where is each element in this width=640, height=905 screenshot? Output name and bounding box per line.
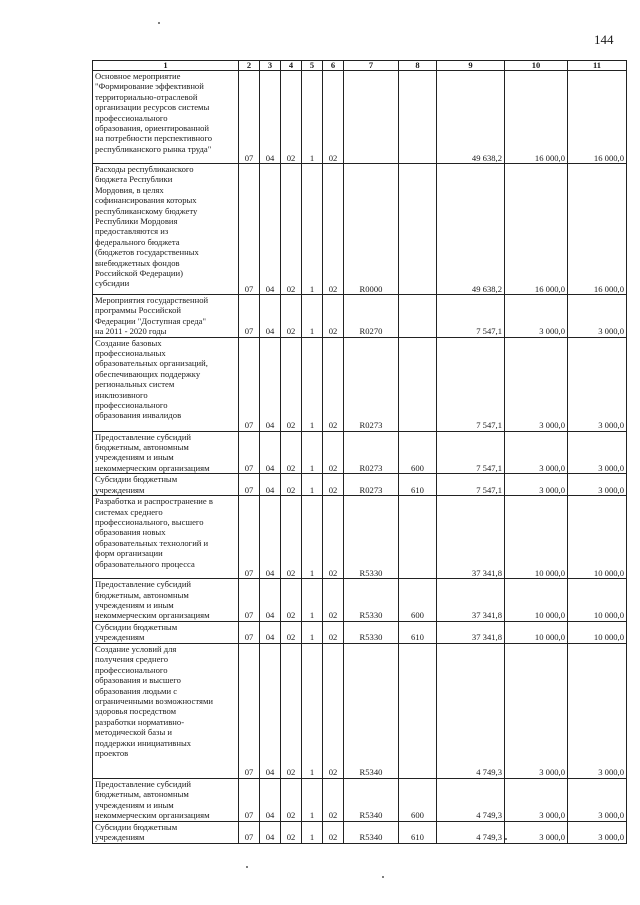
cell-c8 [399,295,437,338]
cell-c9: 49 638,2 [437,71,505,164]
cell-c11: 3 000,0 [568,295,627,338]
cell-c3: 04 [260,474,281,496]
header-cell-3: 3 [260,61,281,71]
cell-c9: 37 341,8 [437,579,505,622]
cell-c4: 02 [281,579,302,622]
cell-c5: 1 [302,778,323,821]
cell-c9: 7 547,1 [437,295,505,338]
cell-c7: R0000 [344,164,399,295]
cell-c9: 4 749,3 [437,778,505,821]
cell-c7: R5330 [344,496,399,579]
row-name-cell: Предоставление субсидий бюджетным, автономным учреждениям и иным некоммерческим организациям [93,778,239,821]
cell-c3: 04 [260,621,281,643]
row-name-cell: Мероприятия государственной программы Российской Федерации "Доступная среда" на 2011 - 2020 годы [93,295,239,338]
header-cell-7: 7 [344,61,399,71]
cell-c9: 49 638,2 [437,164,505,295]
cell-c4: 02 [281,164,302,295]
cell-c6: 02 [323,71,344,164]
table-row [93,164,627,295]
cell-c4: 02 [281,431,302,474]
cell-c4: 02 [281,778,302,821]
cell-c10: 3 000,0 [505,821,568,843]
cell-c9: 7 547,1 [437,337,505,431]
cell-c8 [399,337,437,431]
cell-c8: 600 [399,778,437,821]
cell-c10: 3 000,0 [505,643,568,778]
cell-c7: R0273 [344,337,399,431]
cell-c2: 07 [239,643,260,778]
cell-c7: R5340 [344,643,399,778]
table-row [93,778,627,821]
cell-c6: 02 [323,164,344,295]
cell-c2: 07 [239,579,260,622]
cell-c8: 600 [399,579,437,622]
cell-c5: 1 [302,337,323,431]
cell-c3: 04 [260,778,281,821]
cell-c5: 1 [302,71,323,164]
cell-c6: 02 [323,496,344,579]
row-name-cell: Расходы республиканского бюджета Республики Мордовия, в целях софинансирования которых республиканскому бюджету Республики Мордовия предоставляются из федерального бюджета (бюджетов государственных внебюджетных фондов Российской Федерации) субсидии [93,164,239,295]
table-row [93,474,627,496]
header-cell-2: 2 [239,61,260,71]
header-row [93,61,627,71]
cell-c10: 3 000,0 [505,474,568,496]
cell-c9: 37 341,8 [437,621,505,643]
cell-c7: R0270 [344,295,399,338]
cell-c8 [399,71,437,164]
cell-c8 [399,164,437,295]
row-name-cell: Разработка и распространение в системах среднего профессионального, высшего образования новых образовательных технологий и форм организации образовательного процесса [93,496,239,579]
cell-c6: 02 [323,621,344,643]
cell-c2: 07 [239,295,260,338]
header-cell-10: 10 [505,61,568,71]
scan-speck [246,866,248,868]
cell-c2: 07 [239,71,260,164]
cell-c3: 04 [260,496,281,579]
cell-c4: 02 [281,295,302,338]
row-name-cell: Субсидии бюджетным учреждениям [93,821,239,843]
cell-c10: 10 000,0 [505,496,568,579]
cell-c2: 07 [239,821,260,843]
cell-c8: 600 [399,431,437,474]
cell-c3: 04 [260,164,281,295]
cell-c10: 16 000,0 [505,164,568,295]
table-row [93,71,627,164]
cell-c5: 1 [302,164,323,295]
row-name-cell: Предоставление субсидий бюджетным, автономным учреждениям и иным некоммерческим организациям [93,431,239,474]
scan-speck [158,22,160,24]
cell-c11: 3 000,0 [568,474,627,496]
cell-c11: 3 000,0 [568,337,627,431]
cell-c11: 3 000,0 [568,643,627,778]
table-row [93,431,627,474]
cell-c6: 02 [323,821,344,843]
cell-c3: 04 [260,337,281,431]
cell-c10: 3 000,0 [505,337,568,431]
cell-c10: 3 000,0 [505,778,568,821]
row-name-cell: Создание базовых профессиональных образовательных организаций, обеспечивающих поддержку региональных систем инклюзивного профессионального образования инвалидов [93,337,239,431]
cell-c5: 1 [302,621,323,643]
cell-c9: 7 547,1 [437,474,505,496]
cell-c5: 1 [302,579,323,622]
cell-c5: 1 [302,474,323,496]
cell-c11: 16 000,0 [568,71,627,164]
cell-c5: 1 [302,496,323,579]
cell-c2: 07 [239,496,260,579]
cell-c10: 10 000,0 [505,621,568,643]
cell-c2: 07 [239,778,260,821]
cell-c6: 02 [323,474,344,496]
cell-c11: 10 000,0 [568,496,627,579]
cell-c4: 02 [281,71,302,164]
cell-c11: 10 000,0 [568,621,627,643]
cell-c2: 07 [239,164,260,295]
scan-speck [505,838,507,840]
cell-c6: 02 [323,643,344,778]
cell-c8 [399,643,437,778]
cell-c9: 37 341,8 [437,496,505,579]
cell-c10: 16 000,0 [505,71,568,164]
cell-c5: 1 [302,295,323,338]
cell-c3: 04 [260,821,281,843]
table-row [93,643,627,778]
cell-c3: 04 [260,431,281,474]
cell-c4: 02 [281,821,302,843]
cell-c8: 610 [399,821,437,843]
cell-c11: 3 000,0 [568,431,627,474]
cell-c11: 3 000,0 [568,778,627,821]
cell-c7: R0273 [344,431,399,474]
cell-c6: 02 [323,337,344,431]
cell-c11: 3 000,0 [568,821,627,843]
header-cell-4: 4 [281,61,302,71]
table-row [93,295,627,338]
cell-c9: 4 749,3 [437,643,505,778]
cell-c5: 1 [302,431,323,474]
page-number: 144 [594,32,614,47]
table-row [93,496,627,579]
cell-c8 [399,496,437,579]
cell-c6: 02 [323,295,344,338]
cell-c4: 02 [281,643,302,778]
cell-c7: R0273 [344,474,399,496]
cell-c8: 610 [399,474,437,496]
cell-c10: 10 000,0 [505,579,568,622]
cell-c4: 02 [281,496,302,579]
cell-c3: 04 [260,295,281,338]
header-cell-8: 8 [399,61,437,71]
cell-c2: 07 [239,474,260,496]
row-name-cell: Субсидии бюджетным учреждениям [93,474,239,496]
cell-c2: 07 [239,431,260,474]
row-name-cell: Субсидии бюджетным учреждениям [93,621,239,643]
cell-c7: R5330 [344,621,399,643]
cell-c7: R5340 [344,778,399,821]
cell-c6: 02 [323,778,344,821]
cell-c6: 02 [323,579,344,622]
cell-c5: 1 [302,821,323,843]
header-cell-6: 6 [323,61,344,71]
header-cell-5: 5 [302,61,323,71]
cell-c4: 02 [281,474,302,496]
cell-c2: 07 [239,621,260,643]
cell-c10: 3 000,0 [505,431,568,474]
budget-table [92,60,627,844]
cell-c4: 02 [281,621,302,643]
cell-c5: 1 [302,643,323,778]
cell-c8: 610 [399,621,437,643]
row-name-cell: Основное мероприятие "Формирование эффективной территориально-отраслевой организации ресурсов системы профессионального образования, ориентированной на потребности перспективного республиканского рынка труда" [93,71,239,164]
header-cell-9: 9 [437,61,505,71]
table-row [93,821,627,843]
cell-c10: 3 000,0 [505,295,568,338]
cell-c3: 04 [260,643,281,778]
cell-c3: 04 [260,71,281,164]
table-body [93,71,627,844]
cell-c2: 07 [239,337,260,431]
cell-c9: 7 547,1 [437,431,505,474]
cell-c7: R5340 [344,821,399,843]
table-row [93,579,627,622]
cell-c6: 02 [323,431,344,474]
cell-c11: 16 000,0 [568,164,627,295]
cell-c9: 4 749,3 [437,821,505,843]
table-row [93,337,627,431]
cell-c7 [344,71,399,164]
cell-c7: R5330 [344,579,399,622]
table-row [93,621,627,643]
cell-c11: 10 000,0 [568,579,627,622]
cell-c4: 02 [281,337,302,431]
scan-speck [382,876,384,878]
row-name-cell: Создание условий для получения среднего профессионального образования и высшего образования людьми с ограниченными возможностями здоровья посредством разработки нормативно- методической базы и поддержки инициативных проектов [93,643,239,778]
header-cell-1: 1 [93,61,239,71]
cell-c3: 04 [260,579,281,622]
row-name-cell: Предоставление субсидий бюджетным, автономным учреждениям и иным некоммерческим организациям [93,579,239,622]
header-cell-11: 11 [568,61,627,71]
